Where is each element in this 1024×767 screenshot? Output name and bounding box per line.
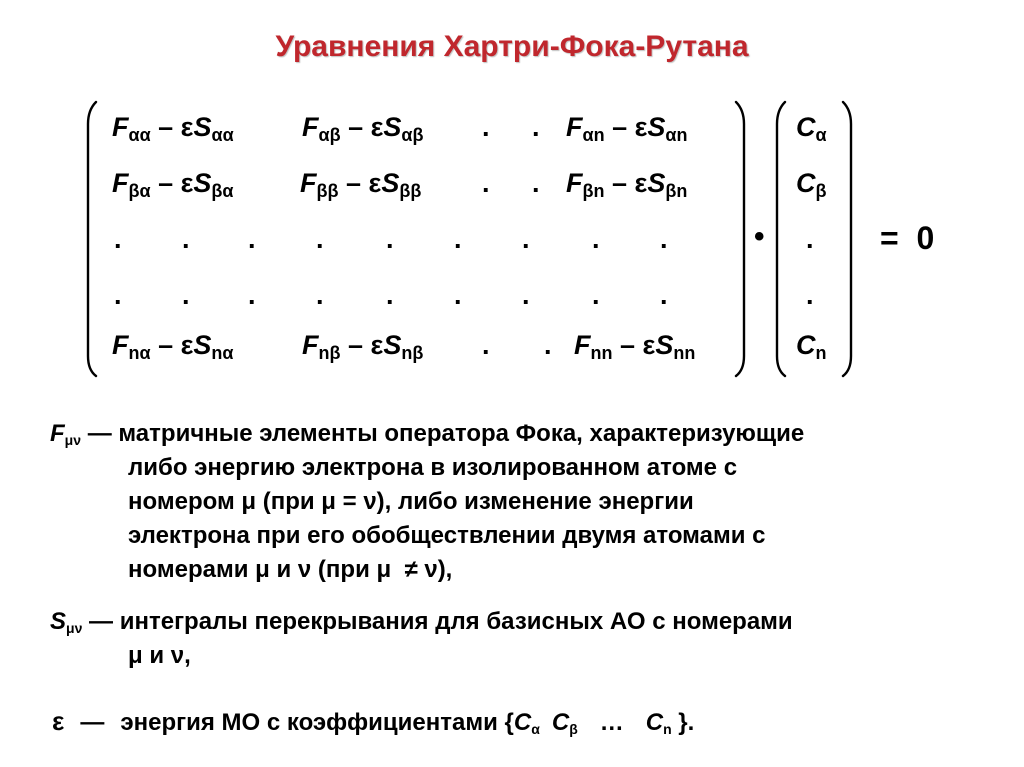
matrix-r1-c1: $F_{\alpha\alpha} - \varepsilon S_{\alpha\alpha}$ bbox=[112, 112, 234, 146]
matrix-r1-c2: $F_{\alpha\beta} - \varepsilon S_{\alpha\beta}$ bbox=[302, 112, 424, 146]
matrix-r3-dot: . bbox=[592, 224, 600, 254]
matrix-r5-c2: $F_{n\beta} - \varepsilon S_{n\beta}$ bbox=[302, 330, 424, 364]
desc-f-line2: либо энергию электрона в изолированном атоме с bbox=[128, 454, 738, 481]
matrix-r3-dot: . bbox=[316, 224, 324, 254]
matrix-r5-c1: $F_{n\alpha} - \varepsilon S_{n\alpha}$ bbox=[112, 330, 234, 364]
desc-s-line1: $S_{\mu\nu}$ — интегралы перекрывания для базисных АО с номерами bbox=[50, 608, 793, 637]
matrix-r1-dot-2: . bbox=[532, 112, 540, 142]
matrix-r4-dot: . bbox=[114, 280, 122, 310]
matrix-r4-dot: . bbox=[592, 280, 600, 310]
desc-f-line4: электрона при его обобществлении двумя атомами с bbox=[128, 522, 766, 549]
desc-f-line5: номерами μ и ν (при μ ≠ ν), bbox=[128, 556, 453, 583]
matrix-r2-dot-2: . bbox=[532, 168, 540, 198]
vector-dot: . bbox=[806, 280, 814, 310]
matrix-r4-dot: . bbox=[182, 280, 190, 310]
matrix-r4-dot: . bbox=[660, 280, 668, 310]
left-matrix-bracket bbox=[88, 102, 96, 376]
matrix-r1-c3: $F_{\alpha n} - \varepsilon S_{\alpha n}$ bbox=[566, 112, 688, 146]
matrix-r4-dot: . bbox=[522, 280, 530, 310]
desc-f-line3: номером μ (при μ = ν), либо изменение энергии bbox=[128, 488, 694, 515]
left-vector-bracket bbox=[777, 102, 785, 376]
matrix-r2-dot-1: . bbox=[482, 168, 490, 198]
matrix-r4-dot: . bbox=[248, 280, 256, 310]
matrix-r5-dot-2: . bbox=[544, 330, 552, 360]
vector-dot: . bbox=[806, 224, 814, 254]
multiply-dot: • bbox=[754, 220, 765, 253]
desc-e-line: ε — энергия МО с коэффициентами {$C_\alpha$ $C_\beta$ … $C_n$ }. bbox=[52, 706, 695, 738]
matrix-r1-dot-1: . bbox=[482, 112, 490, 142]
desc-f-line1: $F_{\mu\nu}$ — матричные элементы оператора Фока, характеризующие bbox=[50, 420, 805, 449]
matrix-r3-dot: . bbox=[248, 224, 256, 254]
matrix-r4-dot: . bbox=[454, 280, 462, 310]
matrix-r4-dot: . bbox=[386, 280, 394, 310]
matrix-r2-c2: $F_{\beta\beta} - \varepsilon S_{\beta\beta}$ bbox=[300, 168, 422, 202]
vector-c1: $C_\alpha$ bbox=[796, 112, 827, 146]
matrix-r3-dot: . bbox=[454, 224, 462, 254]
matrix-r3-dot: . bbox=[182, 224, 190, 254]
matrix-r3-dot: . bbox=[660, 224, 668, 254]
matrix-r2-c1: $F_{\beta\alpha} - \varepsilon S_{\beta\alpha}$ bbox=[112, 168, 234, 202]
matrix-r4-dot: . bbox=[316, 280, 324, 310]
matrix-r5-dot-1: . bbox=[482, 330, 490, 360]
slide-title: Уравнения Хартри-Фока-Рутана bbox=[275, 30, 749, 63]
desc-s-line2: μ и ν, bbox=[128, 642, 191, 669]
right-matrix-bracket bbox=[736, 102, 744, 376]
matrix-r3-dot: . bbox=[386, 224, 394, 254]
matrix-r5-c3: $F_{nn} - \varepsilon S_{nn}$ bbox=[574, 330, 696, 364]
matrix-r3-dot: . bbox=[114, 224, 122, 254]
matrix-r2-c3: $F_{\beta n} - \varepsilon S_{\beta n}$ bbox=[566, 168, 688, 202]
vector-cn: $C_n$ bbox=[796, 330, 827, 364]
matrix-r3-dot: . bbox=[522, 224, 530, 254]
vector-c2: $C_\beta$ bbox=[796, 168, 827, 202]
right-vector-bracket bbox=[843, 102, 851, 376]
equals-zero: = 0 bbox=[880, 220, 935, 256]
